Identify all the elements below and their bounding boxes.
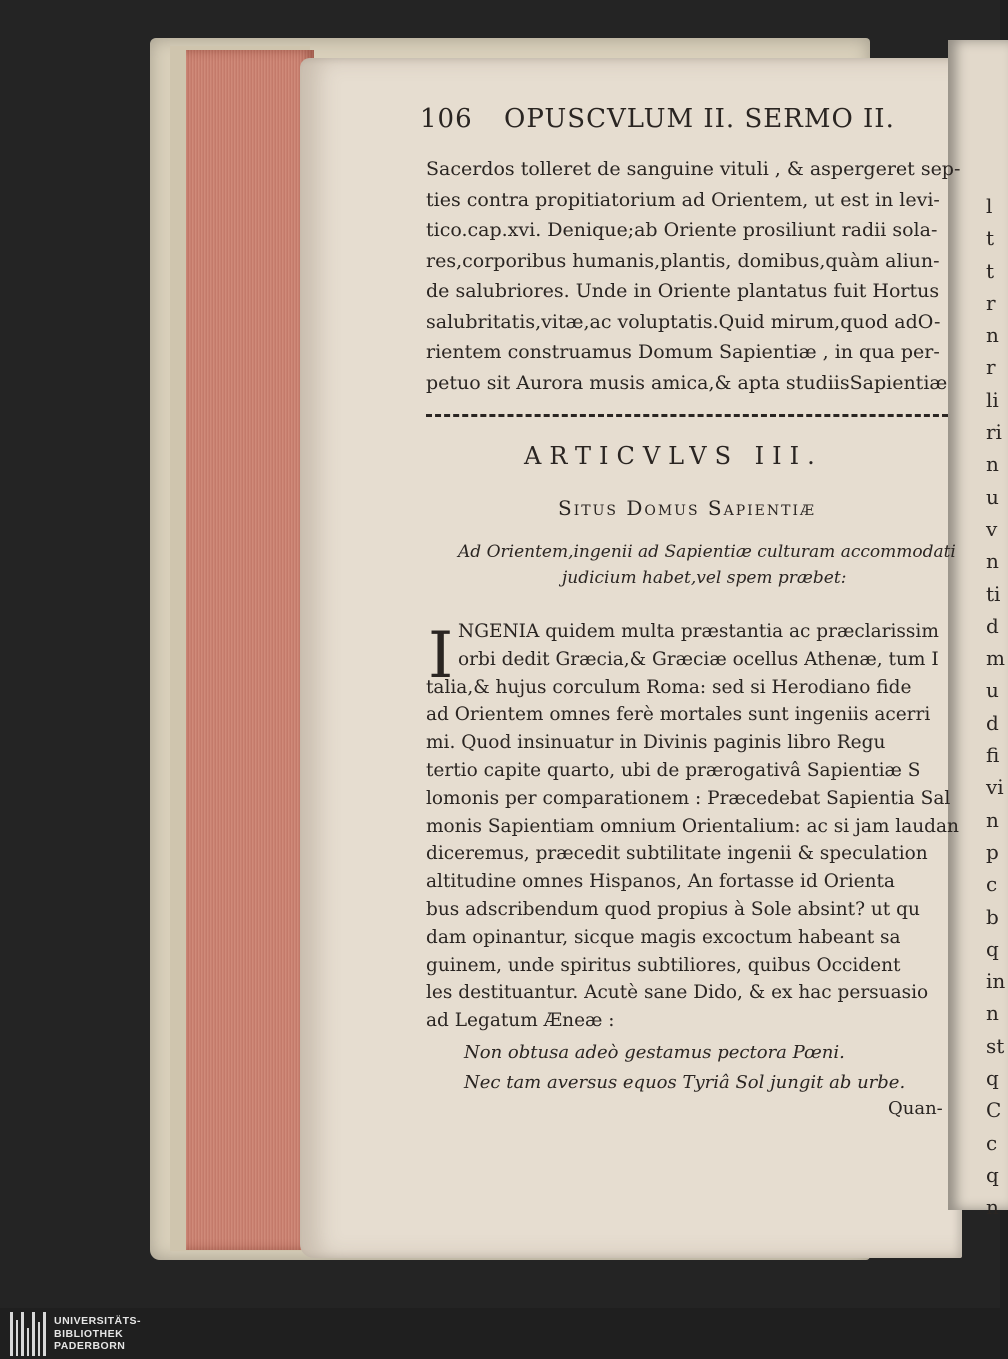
logo-line-1: UNIVERSITÄTS- — [54, 1315, 142, 1327]
library-logo-icon — [10, 1312, 46, 1356]
article-subtitle-line-2: judicium habet,vel spem præbet: — [562, 568, 847, 588]
text-line: Sacerdos tolleret de sanguine vituli , & aspergeret sep- — [426, 158, 961, 180]
library-logo-text — [54, 1315, 141, 1353]
text-line: talia,& hujus corculum Roma: sed si Herodiano fide — [426, 676, 912, 698]
text-line: ties contra propitiatorium ad Orientem, ut est in levi- — [426, 188, 940, 211]
text-line: guinem, unde spiritus subtiliores, quibus Occident — [426, 954, 901, 976]
text-line: monis Sapientiam omnium Orientalium: ac si jam laudan — [426, 815, 959, 837]
drop-capital: I — [428, 619, 454, 693]
running-head-title: OPUSCVLUM II. SERMO II. — [504, 104, 895, 134]
verse-line-1: Non obtusa adeò gestamus pectora Pœni. — [464, 1042, 845, 1063]
text-line: res,corporibus humanis,plantis, domibus,quàm aliun- — [426, 249, 940, 272]
text-line: orbi dedit Græcia,& Græciæ ocellus Athenæ, tum I — [458, 648, 939, 670]
text-line: ad Legatum Æneæ : — [426, 1010, 615, 1032]
text-line: petuo sit Aurora musis amica,& apta studiisSapientiæ — [426, 371, 948, 394]
section-divider — [426, 414, 948, 417]
verse-line-2: Nec tam aversus equos Tyriâ Sol jungit ab urbe. — [464, 1072, 906, 1093]
text-line: salubritatis,vitæ,ac voluptatis.Quid mirum,quod adO- — [426, 310, 941, 333]
facing-page-text: l t t r n r li ri n u v n ti d m u d fi vi n p c b q in n st q C c q n — [986, 194, 1006, 1220]
running-header — [420, 104, 895, 134]
text-line: altitudine omnes Hispanos, An fortasse id Orienta — [426, 871, 895, 893]
paragraph-2 — [426, 618, 959, 1035]
paragraph-1 — [426, 154, 960, 398]
text-line: lomonis per comparationem : Præcedebat Sapientia Sal — [426, 787, 951, 809]
logo-line-2: BIBLIOTHEK — [54, 1327, 124, 1340]
logo-line-3: PADERBORN — [54, 1340, 126, 1352]
page-number: 106 — [420, 104, 473, 134]
text-line: les destituantur. Acutè sane Dido, & ex hac persuasio — [426, 982, 929, 1004]
catchword: Quan- — [888, 1098, 943, 1119]
library-footer — [0, 1308, 1000, 1359]
text-line: ad Orientem omnes ferè mortales sunt ingeniis acerri — [426, 704, 931, 726]
text-line: tertio capite quarto, ubi de prærogativâ Sapientiæ S — [426, 759, 921, 781]
article-subtitle-line-1: Ad Orientem,ingenii ad Sapientiæ culturam accommodati — [458, 542, 956, 562]
text-line: diceremus, præcedit subtilitate ingenii & speculation — [426, 843, 928, 865]
text-line: bus adscribendum quod propius à Sole absint? ut qu — [426, 898, 920, 920]
article-title: Situs Domus Sapientiæ — [558, 496, 817, 520]
text-line: tico.cap.xvi. Denique;ab Oriente prosiliunt radii sola- — [426, 219, 938, 241]
text-line: NGENIA quidem multa præstantia ac præclarissim — [458, 621, 939, 642]
text-line: dam opinantur, sicque magis excoctum habeant sa — [426, 926, 901, 948]
red-page-edges — [186, 50, 314, 1250]
text-line: mi. Quod insinuatur in Divinis paginis libro Regu — [426, 732, 886, 754]
article-heading: ARTICVLVS III. — [524, 442, 823, 470]
text-line: rientem construamus Domum Sapientiæ , in qua per- — [426, 341, 940, 363]
text-line: de salubriores. Unde in Oriente plantatus fuit Hortus — [426, 280, 940, 302]
